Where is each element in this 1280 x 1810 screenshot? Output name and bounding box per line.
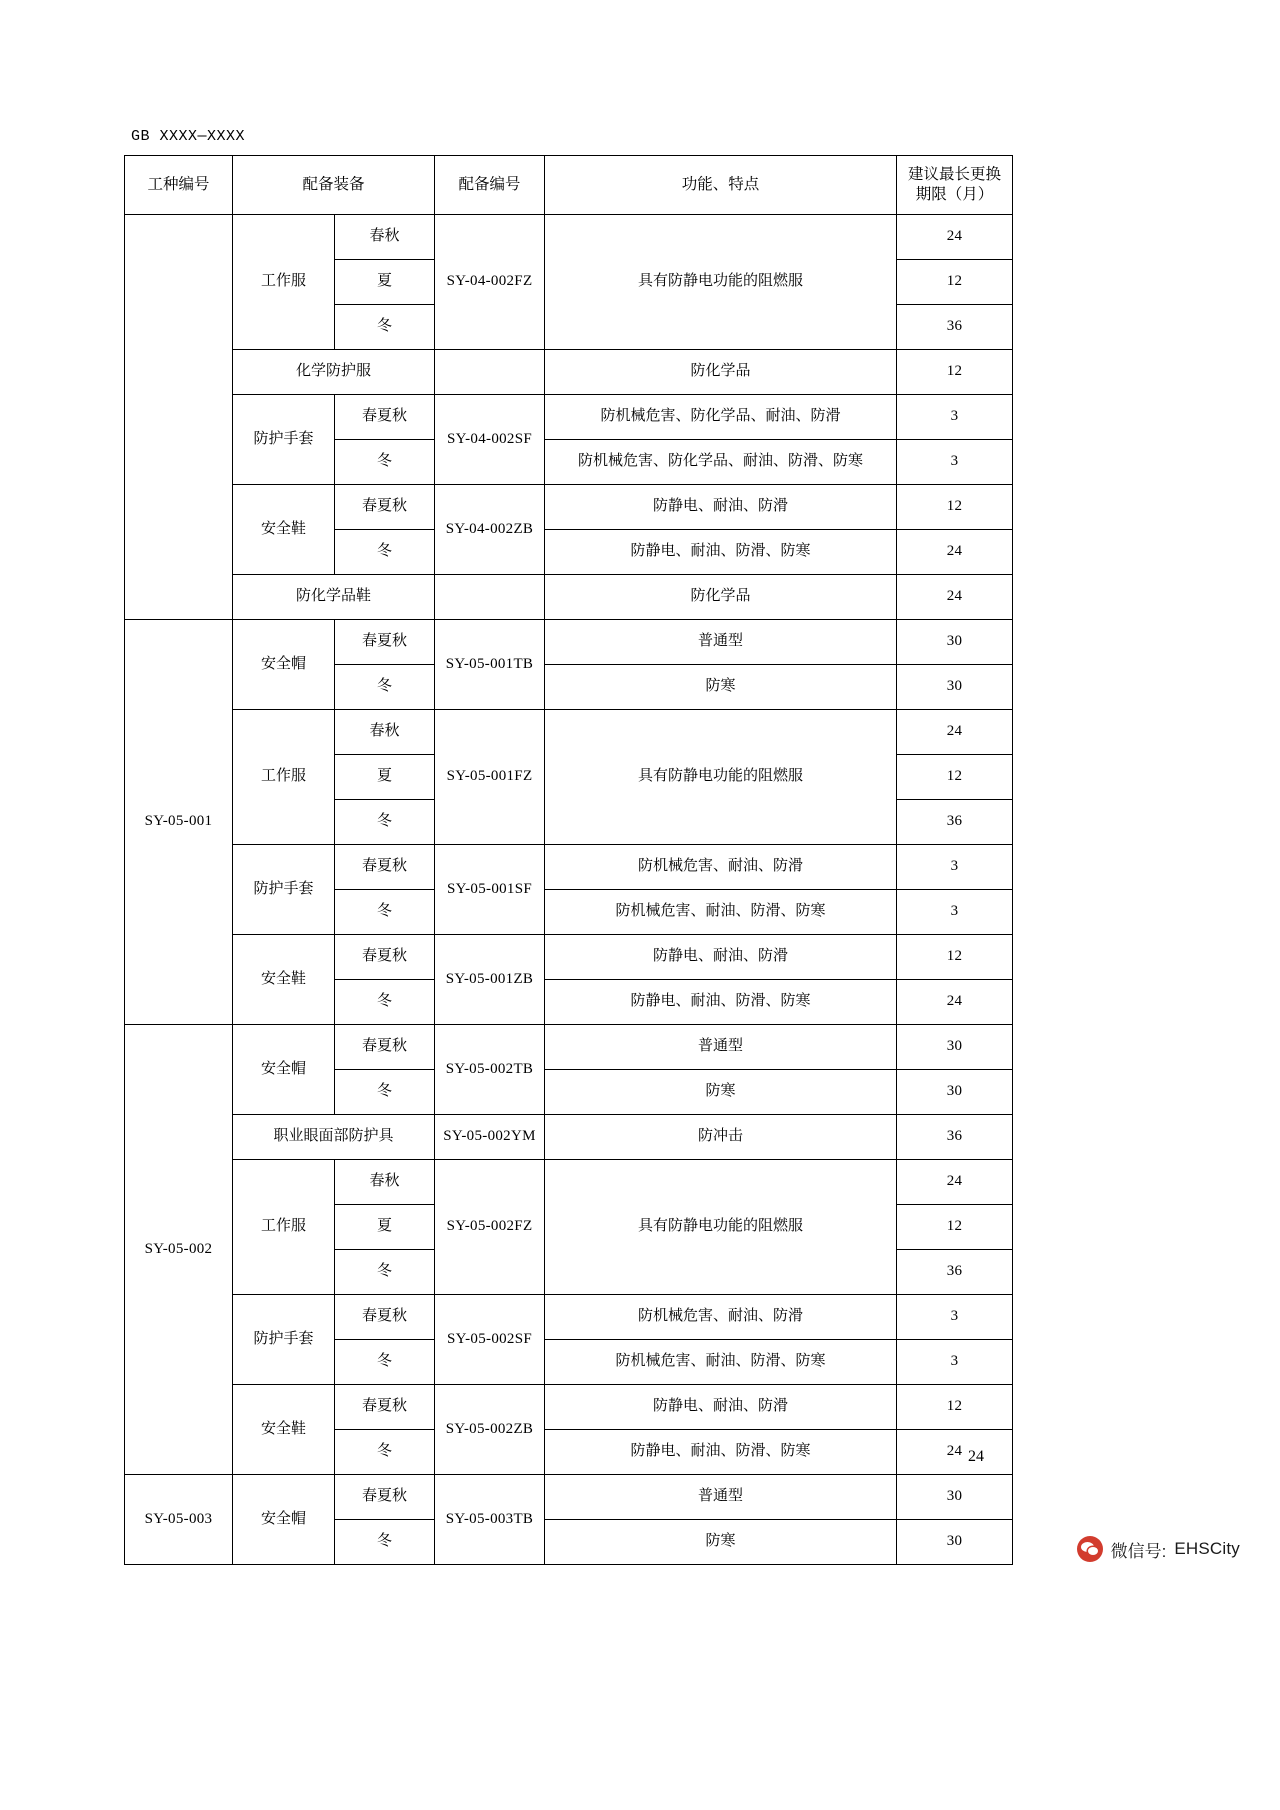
cell-months: 3 (897, 440, 1013, 485)
standard-header: GB XXXX—XXXX (131, 128, 246, 145)
cell-function: 防寒 (545, 665, 897, 710)
cell-months: 30 (897, 665, 1013, 710)
cell-season: 春夏秋 (335, 845, 435, 890)
table-body (125, 215, 1013, 1565)
table-row (125, 1025, 1013, 1070)
cell-season: 冬 (335, 1430, 435, 1475)
cell-function: 防静电、耐油、防滑 (545, 485, 897, 530)
cell-months: 30 (897, 1025, 1013, 1070)
cell-function: 具有防静电功能的阻燃服 (545, 215, 897, 350)
cell-equipment-code: SY-05-002TB (435, 1025, 545, 1115)
wechat-footer-badge (1077, 1536, 1240, 1562)
cell-function: 防冲击 (545, 1115, 897, 1160)
cell-season: 春秋 (335, 1160, 435, 1205)
cell-function: 防机械危害、防化学品、耐油、防滑 (545, 395, 897, 440)
wechat-label: 微信号: (1110, 1541, 1167, 1561)
table-row (125, 1475, 1013, 1520)
table-row (125, 620, 1013, 665)
cell-season: 春夏秋 (335, 395, 435, 440)
cell-months: 24 (897, 1160, 1013, 1205)
cell-equipment: 防护手套 (233, 845, 335, 935)
cell-job-code: SY-05-003 (125, 1475, 233, 1565)
cell-season: 夏 (335, 260, 435, 305)
cell-equipment-code: SY-05-002SF (435, 1295, 545, 1385)
ppe-allocation-table (124, 155, 1013, 1565)
cell-function: 防寒 (545, 1520, 897, 1565)
cell-months: 24 (897, 530, 1013, 575)
cell-equipment: 安全帽 (233, 1475, 335, 1565)
cell-equipment: 工作服 (233, 1160, 335, 1295)
cell-months: 12 (897, 1205, 1013, 1250)
cell-function: 防静电、耐油、防滑、防寒 (545, 1430, 897, 1475)
cell-equipment-code: SY-05-001TB (435, 620, 545, 710)
cell-season: 春夏秋 (335, 1475, 435, 1520)
table-row (125, 935, 1013, 980)
table-row (125, 1385, 1013, 1430)
cell-job-code: SY-05-002 (125, 1025, 233, 1475)
cell-function: 防寒 (545, 1070, 897, 1115)
cell-equipment-code: SY-05-001SF (435, 845, 545, 935)
cell-season: 春秋 (335, 710, 435, 755)
cell-function: 防机械危害、耐油、防滑、防寒 (545, 890, 897, 935)
brand-name: EHSCity (1174, 1539, 1240, 1558)
cell-season: 冬 (335, 1250, 435, 1295)
cell-equipment: 工作服 (233, 215, 335, 350)
cell-function: 普通型 (545, 1025, 897, 1070)
column-header-months: 建议最长更换期限（月） (897, 156, 1013, 215)
cell-function: 防机械危害、耐油、防滑 (545, 1295, 897, 1340)
cell-equipment-code: SY-05-001FZ (435, 710, 545, 845)
cell-months: 30 (897, 620, 1013, 665)
table-header (125, 156, 1013, 215)
cell-function: 防化学品 (545, 575, 897, 620)
cell-months: 12 (897, 1385, 1013, 1430)
cell-season: 春夏秋 (335, 620, 435, 665)
table-row (125, 710, 1013, 755)
cell-season: 冬 (335, 980, 435, 1025)
cell-function: 防静电、耐油、防滑、防寒 (545, 530, 897, 575)
cell-months: 3 (897, 1295, 1013, 1340)
cell-season: 冬 (335, 1520, 435, 1565)
cell-months: 12 (897, 260, 1013, 305)
cell-season: 春秋 (335, 215, 435, 260)
cell-equipment: 职业眼面部防护具 (233, 1115, 435, 1160)
cell-months: 12 (897, 485, 1013, 530)
cell-season: 冬 (335, 890, 435, 935)
cell-equipment-code: SY-04-002SF (435, 395, 545, 485)
cell-months: 12 (897, 935, 1013, 980)
cell-equipment-code (435, 575, 545, 620)
table-header-row (125, 156, 1013, 215)
cell-job-code: SY-05-001 (125, 620, 233, 1025)
cell-equipment-code: SY-05-002ZB (435, 1385, 545, 1475)
table-row (125, 1160, 1013, 1205)
table-row (125, 350, 1013, 395)
cell-function: 防机械危害、耐油、防滑、防寒 (545, 1340, 897, 1385)
table-row (125, 485, 1013, 530)
table-row (125, 575, 1013, 620)
cell-equipment-code: SY-05-002YM (435, 1115, 545, 1160)
cell-job-code (125, 215, 233, 620)
cell-function: 防静电、耐油、防滑 (545, 1385, 897, 1430)
cell-months: 24 (897, 980, 1013, 1025)
cell-months: 36 (897, 800, 1013, 845)
cell-season: 冬 (335, 1340, 435, 1385)
cell-season: 夏 (335, 755, 435, 800)
cell-season: 春夏秋 (335, 935, 435, 980)
cell-equipment: 安全鞋 (233, 485, 335, 575)
cell-function: 普通型 (545, 620, 897, 665)
column-header-equipment: 配备装备 (233, 156, 435, 215)
cell-months: 30 (897, 1070, 1013, 1115)
cell-months: 30 (897, 1520, 1013, 1565)
cell-equipment-code: SY-05-001ZB (435, 935, 545, 1025)
cell-equipment-code: SY-05-002FZ (435, 1160, 545, 1295)
cell-equipment: 工作服 (233, 710, 335, 845)
cell-function: 防机械危害、防化学品、耐油、防滑、防寒 (545, 440, 897, 485)
cell-season: 冬 (335, 530, 435, 575)
cell-months: 3 (897, 395, 1013, 440)
cell-function: 具有防静电功能的阻燃服 (545, 1160, 897, 1295)
cell-equipment-code: SY-05-003TB (435, 1475, 545, 1565)
column-header-function: 功能、特点 (545, 156, 897, 215)
page-number: 24 (968, 1448, 984, 1465)
cell-season: 冬 (335, 665, 435, 710)
cell-months: 3 (897, 845, 1013, 890)
column-header-equipment-code: 配备编号 (435, 156, 545, 215)
cell-months: 24 (897, 1430, 1013, 1475)
cell-months: 24 (897, 215, 1013, 260)
cell-equipment-code: SY-04-002FZ (435, 215, 545, 350)
cell-season: 冬 (335, 800, 435, 845)
cell-months: 36 (897, 1115, 1013, 1160)
cell-season: 春夏秋 (335, 485, 435, 530)
table-row (125, 1295, 1013, 1340)
cell-equipment: 安全鞋 (233, 1385, 335, 1475)
cell-season: 冬 (335, 440, 435, 485)
cell-months: 12 (897, 755, 1013, 800)
cell-season: 冬 (335, 1070, 435, 1115)
cell-months: 3 (897, 890, 1013, 935)
wechat-icon (1077, 1536, 1103, 1562)
cell-equipment: 安全帽 (233, 1025, 335, 1115)
table-row (125, 1115, 1013, 1160)
cell-months: 3 (897, 1340, 1013, 1385)
table-row (125, 845, 1013, 890)
cell-function: 防静电、耐油、防滑、防寒 (545, 980, 897, 1025)
cell-season: 春夏秋 (335, 1385, 435, 1430)
cell-equipment: 安全鞋 (233, 935, 335, 1025)
cell-months: 24 (897, 710, 1013, 755)
cell-months: 24 (897, 575, 1013, 620)
cell-equipment: 防护手套 (233, 1295, 335, 1385)
cell-equipment: 化学防护服 (233, 350, 435, 395)
cell-months: 30 (897, 1475, 1013, 1520)
table-row (125, 215, 1013, 260)
table-row (125, 395, 1013, 440)
cell-months: 12 (897, 350, 1013, 395)
cell-season: 春夏秋 (335, 1295, 435, 1340)
cell-months: 36 (897, 305, 1013, 350)
cell-months: 36 (897, 1250, 1013, 1295)
cell-function: 具有防静电功能的阻燃服 (545, 710, 897, 845)
cell-function: 普通型 (545, 1475, 897, 1520)
cell-equipment-code: SY-04-002ZB (435, 485, 545, 575)
column-header-job-code: 工种编号 (125, 156, 233, 215)
cell-equipment: 安全帽 (233, 620, 335, 710)
cell-function: 防机械危害、耐油、防滑 (545, 845, 897, 890)
cell-function: 防化学品 (545, 350, 897, 395)
cell-equipment: 防化学品鞋 (233, 575, 435, 620)
cell-season: 冬 (335, 305, 435, 350)
cell-equipment-code (435, 350, 545, 395)
cell-season: 春夏秋 (335, 1025, 435, 1070)
cell-function: 防静电、耐油、防滑 (545, 935, 897, 980)
cell-season: 夏 (335, 1205, 435, 1250)
cell-equipment: 防护手套 (233, 395, 335, 485)
